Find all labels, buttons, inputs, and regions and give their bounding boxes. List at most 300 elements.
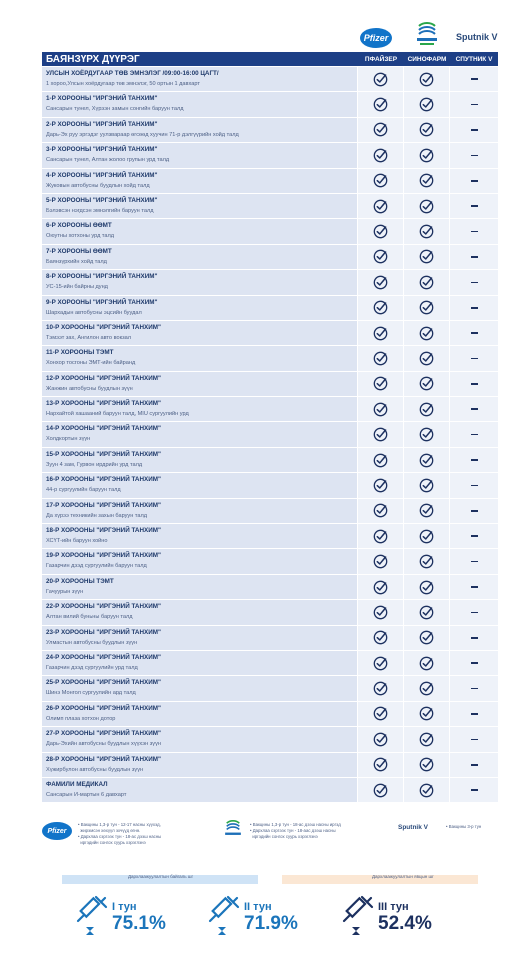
- sinopharm-cell: [404, 194, 450, 218]
- sinopharm-cell: [404, 473, 450, 497]
- dash-icon: [471, 205, 478, 207]
- sputnik-cell: [450, 397, 498, 421]
- syringe-icon: [340, 893, 376, 937]
- location-address: Жуковын автобусны буудлын хойд талд: [46, 182, 150, 189]
- location-info: [42, 321, 358, 345]
- pfizer-cell: [358, 626, 404, 650]
- check-icon: [373, 605, 388, 620]
- dash-icon: [471, 332, 478, 334]
- check-icon: [419, 351, 434, 366]
- check-icon: [419, 554, 434, 569]
- check-icon: [419, 148, 434, 163]
- check-icon: [373, 630, 388, 645]
- pfizer-cell: [358, 245, 404, 269]
- sputnik-cell: [450, 753, 498, 777]
- sinopharm-cell: [404, 727, 450, 751]
- dose-1-value: 75.1%: [112, 913, 166, 934]
- check-icon: [373, 376, 388, 391]
- check-icon: [373, 122, 388, 137]
- check-icon: [419, 706, 434, 721]
- location-name: 28-Р ХОРООНЫ "ИРГЭНИЙ ТАНХИМ": [46, 755, 161, 763]
- location-name: 17-Р ХОРООНЫ "ИРГЭНИЙ ТАНХИМ": [46, 501, 161, 509]
- location-name: 11-Р ХОРООНЫ ТЭМТ: [46, 349, 114, 357]
- pfizer-cell: [358, 92, 404, 116]
- location-info: [42, 219, 358, 243]
- sputnik-cell: [450, 422, 498, 446]
- dash-icon: [471, 256, 478, 258]
- pfizer-logo-small: Pfizer: [42, 822, 72, 840]
- sinopharm-cell: [404, 549, 450, 573]
- dash-icon: [471, 688, 478, 690]
- sinopharm-cell: [404, 575, 450, 599]
- location-name: 12-Р ХОРООНЫ "ИРГЭНИЙ ТАНХИМ": [46, 374, 161, 382]
- dash-icon: [471, 789, 478, 791]
- dash-icon: [471, 129, 478, 131]
- check-icon: [373, 656, 388, 671]
- table-row: [42, 270, 498, 295]
- sinopharm-cell: [404, 372, 450, 396]
- check-icon: [373, 478, 388, 493]
- check-icon: [419, 630, 434, 645]
- sinopharm-cell: [404, 753, 450, 777]
- check-icon: [419, 656, 434, 671]
- table-row: [42, 524, 498, 549]
- dash-icon: [471, 510, 478, 512]
- location-address: Жанжин автобусны буудлын зүүн: [46, 385, 133, 392]
- pfizer-cell: [358, 372, 404, 396]
- location-address: Тэмээт зах, Ангилон авто вокзал: [46, 334, 132, 341]
- location-name: 13-Р ХОРООНЫ "ИРГЭНИЙ ТАНХИМ": [46, 400, 161, 408]
- table-row: [42, 169, 498, 194]
- check-icon: [419, 173, 434, 188]
- table-row: [42, 92, 498, 117]
- pfizer-legend-text: • Вакцины 1,3-р тун - 12-17 насны хүүхэд, жирэмсэн хөхүүл эхчүүд өгнө. • Дархлаа сэргээх тун - 18-ас дээш насны иргэдийн сонгох суурь хэрэглэнэ: [78, 822, 162, 845]
- sputnik-cell: [450, 270, 498, 294]
- check-icon: [419, 402, 434, 417]
- pfizer-cell: [358, 270, 404, 294]
- table-row: [42, 321, 498, 346]
- table-row: [42, 651, 498, 676]
- check-icon: [419, 122, 434, 137]
- location-address: Зуун 4 зам, Гурвон ирдрийн урд талд: [46, 461, 143, 468]
- pfizer-cell: [358, 143, 404, 167]
- table-row: [42, 473, 498, 498]
- check-icon: [419, 605, 434, 620]
- dash-icon: [471, 612, 478, 614]
- table-row: [42, 422, 498, 447]
- check-icon: [419, 72, 434, 87]
- check-icon: [373, 503, 388, 518]
- location-info: [42, 92, 358, 116]
- sinopharm-cell: [404, 448, 450, 472]
- location-name: 26-Р ХОРООНЫ "ИРГЭНИЙ ТАНХИМ": [46, 704, 161, 712]
- check-icon: [419, 326, 434, 341]
- table-body: [42, 67, 498, 803]
- pfizer-cell: [358, 499, 404, 523]
- pfizer-cell: [358, 296, 404, 320]
- location-name: 7-Р ХОРООНЫ ӨӨМТ: [46, 247, 112, 255]
- pfizer-cell: [358, 346, 404, 370]
- location-name: 8-Р ХОРООНЫ "ИРГЭНИЙ ТАНХИМ": [46, 273, 158, 281]
- pfizer-cell: [358, 118, 404, 142]
- location-address: Сансарын тунел, Алтан жолоо групын урд талд: [46, 157, 170, 164]
- table-row: [42, 626, 498, 651]
- dash-icon: [471, 713, 478, 715]
- location-name: 14-Р ХОРООНЫ "ИРГЭНИЙ ТАНХИМ": [46, 425, 161, 433]
- location-info: [42, 67, 358, 91]
- sinopharm-cell: [404, 524, 450, 548]
- sinopharm-cell: [404, 676, 450, 700]
- location-info: [42, 397, 358, 421]
- sinopharm-cell: [404, 397, 450, 421]
- pfizer-cell: [358, 448, 404, 472]
- sinopharm-cell: [404, 245, 450, 269]
- table-row: [42, 245, 498, 270]
- location-address: Газарчин дээд сургуулийн урд талд: [46, 664, 138, 671]
- sinopharm-cell: [404, 321, 450, 345]
- table-row: [42, 372, 498, 397]
- sinopharm-cell: [404, 422, 450, 446]
- district-title: БАЯНЗҮРХ ДҮҮРЭГ: [46, 53, 140, 65]
- dose-1-label: I тун: [112, 901, 137, 913]
- location-info: [42, 245, 358, 269]
- sputnik-cell: [450, 524, 498, 548]
- dash-icon: [471, 78, 478, 80]
- sinopharm-cell: [404, 346, 450, 370]
- sinopharm-logo: [416, 22, 438, 50]
- sinopharm-cell: [404, 92, 450, 116]
- table-header: [42, 52, 498, 67]
- pfizer-cell: [358, 549, 404, 573]
- location-address: 1 хороо,Улсын хоёрдугаар төв эмнэлэг, 50 ортын 1 давхарт: [46, 81, 200, 87]
- check-icon: [373, 249, 388, 264]
- dose-2-stat: [206, 893, 316, 937]
- check-icon: [419, 249, 434, 264]
- sputnik-cell: [450, 651, 498, 675]
- pfizer-cell: [358, 219, 404, 243]
- table-row: [42, 778, 498, 803]
- check-icon: [419, 681, 434, 696]
- sputnik-cell: [450, 727, 498, 751]
- check-icon: [373, 275, 388, 290]
- sputnik-cell: [450, 296, 498, 320]
- location-address: Гачуурын зүүн: [46, 588, 84, 595]
- location-info: [42, 143, 358, 167]
- sinopharm-cell: [404, 778, 450, 802]
- location-name: 5-Р ХОРООНЫ "ИРГЭНИЙ ТАНХИМ": [46, 196, 158, 204]
- location-address: Баянзүрхийн хойд талд: [46, 258, 107, 265]
- dash-icon: [471, 561, 478, 563]
- dash-icon: [471, 764, 478, 766]
- check-icon: [373, 97, 388, 112]
- location-info: [42, 499, 358, 523]
- check-icon: [419, 732, 434, 747]
- location-name: 23-Р ХОРООНЫ "ИРГЭНИЙ ТАНХИМ": [46, 628, 161, 636]
- check-icon: [419, 199, 434, 214]
- dash-icon: [471, 662, 478, 664]
- col-sputnik-header: СПУТНИК V: [455, 55, 493, 63]
- location-name: 27-Р ХОРООНЫ "ИРГЭНИЙ ТАНХИМ": [46, 730, 161, 738]
- location-address: Дарь-Эхийн автобусны буудлын хүүхэн зүүн: [46, 741, 161, 748]
- sinopharm-legend-text: • Вакцины 1,3-р тун - 18-ас дээш насны иргэд • Дархлаа сэргээх тун - 18-аас дээш насны иргэдийн сонгох суурь хэрэглэнэ: [250, 822, 341, 839]
- check-icon: [373, 148, 388, 163]
- location-info: [42, 346, 358, 370]
- location-name: 22-Р ХОРООНЫ "ИРГЭНИЙ ТАНХИМ": [46, 603, 161, 611]
- pfizer-logo: Pfizer: [360, 28, 392, 48]
- check-icon: [419, 783, 434, 798]
- sputnik-cell: [450, 219, 498, 243]
- sputnik-cell: [450, 118, 498, 142]
- check-icon: [419, 580, 434, 595]
- sputnik-cell: [450, 575, 498, 599]
- sinopharm-logo-small: [224, 820, 242, 842]
- dash-icon: [471, 104, 478, 106]
- location-name: 19-Р ХОРООНЫ "ИРГЭНИЙ ТАНХИМ": [46, 552, 161, 560]
- table-row: [42, 753, 498, 778]
- pfizer-cell: [358, 169, 404, 193]
- dash-icon: [471, 459, 478, 461]
- check-icon: [419, 478, 434, 493]
- vaccine-legend: [42, 820, 498, 850]
- sputnik-cell: [450, 499, 498, 523]
- table-row: [42, 296, 498, 321]
- dose-2-value: 71.9%: [244, 913, 298, 934]
- pfizer-cell: [358, 194, 404, 218]
- sputnik-cell: [450, 600, 498, 624]
- sputnik-cell: [450, 346, 498, 370]
- location-info: [42, 753, 358, 777]
- location-address: Дарь-Эх руу эргэдэг уулзвараар өгсөөд хуучин 71-р дэлгүүрийн хойд талд: [46, 131, 239, 138]
- check-icon: [373, 199, 388, 214]
- location-name: 3-Р ХОРООНЫ "ИРГЭНИЙ ТАНХИМ": [46, 146, 158, 154]
- location-address: Сансарын И-мартын 6 давхарт: [46, 791, 127, 798]
- location-info: [42, 422, 358, 446]
- check-icon: [419, 427, 434, 442]
- location-info: [42, 169, 358, 193]
- check-icon: [373, 173, 388, 188]
- sputnik-cell: [450, 473, 498, 497]
- check-icon: [373, 580, 388, 595]
- location-info: [42, 626, 358, 650]
- check-icon: [373, 732, 388, 747]
- location-address: Олимп плаза хотхон дотор: [46, 715, 116, 722]
- sputnik-logo-small: Sputnik V: [398, 824, 428, 831]
- dash-icon: [471, 535, 478, 537]
- location-name: 1-Р ХОРООНЫ "ИРГЭНИЙ ТАНХИМ": [46, 95, 158, 103]
- check-icon: [419, 275, 434, 290]
- location-address: Оюутны хотхоны урд талд: [46, 233, 115, 240]
- sputnik-cell: [450, 143, 498, 167]
- location-name: 25-Р ХОРООНЫ "ИРГЭНИЙ ТАНХИМ": [46, 679, 161, 687]
- sputnik-cell: [450, 448, 498, 472]
- pfizer-cell: [358, 778, 404, 802]
- pfizer-cell: [358, 727, 404, 751]
- location-info: [42, 600, 358, 624]
- dash-icon: [471, 155, 478, 157]
- check-icon: [419, 224, 434, 239]
- dash-icon: [471, 434, 478, 436]
- sinopharm-cell: [404, 67, 450, 91]
- location-address: Алтан вилий буньны баруун талд: [46, 614, 133, 621]
- sputnik-cell: [450, 169, 498, 193]
- sputnik-cell: [450, 372, 498, 396]
- sputnik-cell: [450, 194, 498, 218]
- location-info: [42, 778, 358, 802]
- table-row: [42, 219, 498, 244]
- dose-3-stat: [340, 893, 460, 937]
- pfizer-cell: [358, 600, 404, 624]
- location-address: Шархадын автобусны эцсийн буудал: [46, 309, 142, 316]
- pfizer-cell: [358, 702, 404, 726]
- check-icon: [373, 402, 388, 417]
- check-icon: [373, 427, 388, 442]
- dash-icon: [471, 485, 478, 487]
- dose-2-label: II тун: [244, 901, 272, 913]
- check-icon: [373, 783, 388, 798]
- check-icon: [419, 503, 434, 518]
- syringe-icon: [74, 893, 110, 937]
- pfizer-cell: [358, 422, 404, 446]
- location-info: [42, 651, 358, 675]
- dose-3-value: 52.4%: [378, 913, 432, 934]
- sputnik-cell: [450, 626, 498, 650]
- location-address: Шинэ Монгол сургуулийн ард талд: [46, 690, 136, 697]
- sinopharm-cell: [404, 143, 450, 167]
- location-address: Хонхор тосгоны ЭМТ-ийн байранд: [46, 360, 136, 367]
- location-info: [42, 296, 358, 320]
- location-name: 18-Р ХОРООНЫ "ИРГЭНИЙ ТАНХИМ": [46, 527, 161, 535]
- location-name: УЛСЫН ХОЁРДУГААР ТӨВ ЭМНЭЛЭГ /09:00-16:00 ЦАГТ/: [46, 70, 219, 77]
- location-address: УС-15-ийн байрны дунд: [46, 284, 108, 291]
- sputnik-cell: [450, 92, 498, 116]
- dash-icon: [471, 180, 478, 182]
- sputnik-cell: [450, 67, 498, 91]
- syringe-icon: [206, 893, 242, 937]
- location-name: 16-Р ХОРООНЫ "ИРГЭНИЙ ТАНХИМ": [46, 476, 161, 484]
- location-info: [42, 727, 358, 751]
- dash-icon: [471, 383, 478, 385]
- sinopharm-cell: [404, 296, 450, 320]
- dash-icon: [471, 282, 478, 284]
- table-row: [42, 346, 498, 371]
- check-icon: [419, 529, 434, 544]
- sputnik-cell: [450, 321, 498, 345]
- check-icon: [419, 97, 434, 112]
- table-row: [42, 702, 498, 727]
- location-address: Да хүрээ техникийн захын баруун талд: [46, 512, 148, 519]
- location-name: 20-Р ХОРООНЫ ТЭМТ: [46, 577, 114, 585]
- location-info: [42, 575, 358, 599]
- location-address: Сансарын тунел, Хүрээн замын сонгийн баруун талд: [46, 106, 184, 113]
- check-icon: [373, 326, 388, 341]
- sputnik-cell: [450, 702, 498, 726]
- sputnik-cell: [450, 245, 498, 269]
- location-address: Газарчин дээд сургуулийн баруун талд: [46, 563, 147, 570]
- location-address: Бэлэвсэн нэгдсэн эмнэлгийн баруун талд: [46, 207, 154, 214]
- location-name: 4-Р ХОРООНЫ "ИРГЭНИЙ ТАНХИМ": [46, 171, 158, 179]
- pfizer-cell: [358, 473, 404, 497]
- location-name: 6-Р ХОРООНЫ ӨӨМТ: [46, 222, 112, 230]
- pfizer-cell: [358, 676, 404, 700]
- dose-3-label: III тун: [378, 901, 409, 913]
- check-icon: [419, 757, 434, 772]
- table-row: [42, 600, 498, 625]
- sinopharm-cell: [404, 219, 450, 243]
- location-address: Хүжирбулон автобусны буудлын зүүн: [46, 766, 144, 773]
- sputnik-logo: Sputnik V: [456, 32, 498, 42]
- sinopharm-cell: [404, 702, 450, 726]
- pfizer-cell: [358, 753, 404, 777]
- location-info: [42, 549, 358, 573]
- blue-bar-label: Дархлаажуулалтын байгаль шг: [128, 874, 194, 879]
- table-row: [42, 676, 498, 701]
- vaccine-logos: [0, 22, 528, 52]
- table-row: [42, 194, 498, 219]
- location-name: ФАМИЛИ МЕДИКАЛ: [46, 780, 108, 788]
- table-row: [42, 575, 498, 600]
- sputnik-cell: [450, 549, 498, 573]
- location-info: [42, 524, 358, 548]
- sputnik-legend-text: • Вакцины 3-р тун: [446, 824, 482, 829]
- check-icon: [373, 554, 388, 569]
- table-row: [42, 499, 498, 524]
- sinopharm-cell: [404, 499, 450, 523]
- table-row: [42, 118, 498, 143]
- pfizer-cell: [358, 397, 404, 421]
- orange-bar-label: Дархлаажуулалтын явцын шг: [372, 874, 434, 879]
- dash-icon: [471, 586, 478, 588]
- location-info: [42, 372, 358, 396]
- location-info: [42, 473, 358, 497]
- table-row: [42, 397, 498, 422]
- check-icon: [373, 757, 388, 772]
- location-name: 2-Р ХОРООНЫ "ИРГЭНИЙ ТАНХИМ": [46, 120, 158, 128]
- vaccination-points-table: [42, 52, 498, 803]
- location-name: 10-Р ХОРООНЫ "ИРГЭНИЙ ТАНХИМ": [46, 323, 161, 331]
- col-sinopharm-header: СИНОФАРМ: [407, 55, 447, 63]
- table-row: [42, 448, 498, 473]
- sinopharm-cell: [404, 270, 450, 294]
- check-icon: [373, 681, 388, 696]
- pfizer-cell: [358, 321, 404, 345]
- dash-icon: [471, 307, 478, 309]
- check-icon: [373, 351, 388, 366]
- table-row: [42, 549, 498, 574]
- check-icon: [373, 706, 388, 721]
- col-pfizer-header: ПФАЙЗЕР: [364, 55, 398, 63]
- location-address: ХСҮТ-ийн баруун хойно: [46, 538, 108, 545]
- location-name: 24-Р ХОРООНЫ "ИРГЭНИЙ ТАНХИМ": [46, 653, 161, 661]
- check-icon: [373, 453, 388, 468]
- pfizer-cell: [358, 67, 404, 91]
- table-row: [42, 143, 498, 168]
- sinopharm-cell: [404, 651, 450, 675]
- check-icon: [373, 300, 388, 315]
- location-address: Холдкортын зүүн: [46, 436, 91, 443]
- check-icon: [373, 72, 388, 87]
- location-info: [42, 676, 358, 700]
- table-row: [42, 727, 498, 752]
- check-icon: [419, 453, 434, 468]
- check-icon: [419, 376, 434, 391]
- dash-icon: [471, 358, 478, 360]
- dose-1-stat: [74, 893, 184, 937]
- location-info: [42, 702, 358, 726]
- sinopharm-cell: [404, 118, 450, 142]
- location-address: 44-р сургуулийн баруун талд: [46, 487, 121, 494]
- dash-icon: [471, 408, 478, 410]
- location-info: [42, 448, 358, 472]
